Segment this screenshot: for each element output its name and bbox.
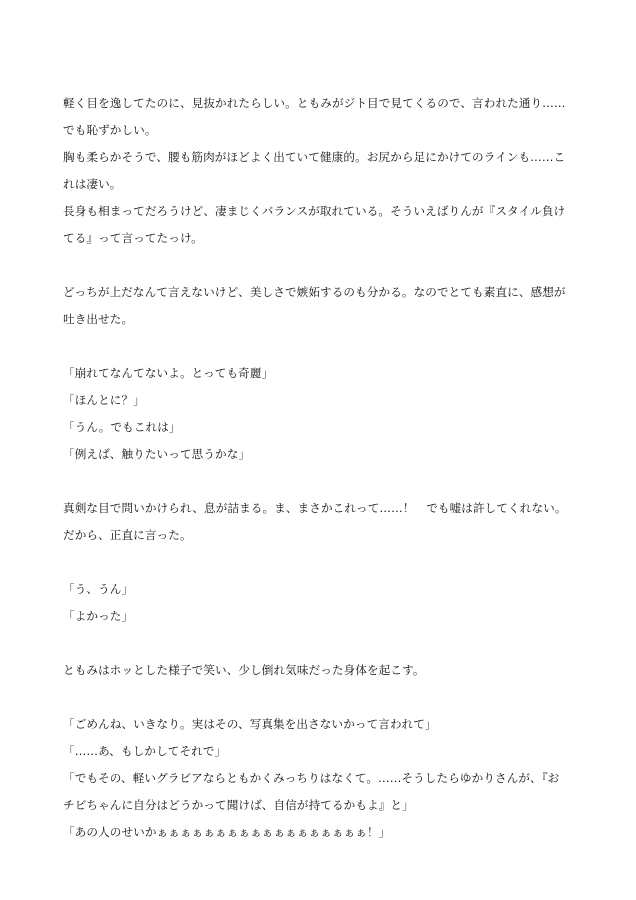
text-line: 長身も相まってだろうけど、凄まじくバランスが取れている。そういえばりんが『スタイル負け bbox=[63, 204, 566, 218]
dialogue-line: 「うん。でもこれは」 bbox=[63, 420, 181, 434]
text-line: どっちが上だなんて言えないけど、美しさで嫉妬するのも分かる。なのでとても素直に、感想が bbox=[63, 285, 566, 299]
text-line: 吐き出せた。 bbox=[63, 312, 134, 326]
dialogue-line: 「ほんとに？」 bbox=[63, 393, 145, 407]
paragraph-gap bbox=[63, 549, 583, 576]
text-line: ともみはホッとした様子で笑い、少し倒れ気味だった身体を起こす。 bbox=[63, 663, 425, 677]
text-line: 真剣な目で問いかけられ、息が詰まる。ま、まさかこれって……！ でも嘘は許してくれない。 bbox=[63, 501, 567, 515]
dialogue-line: 「う、うん」 bbox=[63, 582, 134, 596]
dialogue-line: 「ごめんね、いきなり。実はその、写真集を出さないかって言われて」 bbox=[63, 717, 437, 731]
text-line: 胸も柔らかそうで、腰も筋肉がほどよく出ていて健康的。お尻から足にかけてのラインも……こ bbox=[63, 150, 566, 164]
text-line: てる』って言ってたっけ。 bbox=[63, 231, 203, 245]
paragraph-gap bbox=[63, 252, 583, 279]
dialogue-line: 「崩れてなんてないよ。とっても奇麗」 bbox=[63, 366, 274, 380]
dialogue-line: 「例えば、触りたいって思うかな」 bbox=[63, 447, 251, 461]
dialogue-line: 「……あ、もしかしてそれで」 bbox=[63, 744, 227, 758]
paragraph-gap bbox=[63, 468, 583, 495]
paragraph-gap bbox=[63, 333, 583, 360]
paragraph-gap bbox=[63, 684, 583, 711]
text-line: れは凄い。 bbox=[63, 177, 122, 191]
dialogue-line: 「でもその、軽いグラビアならともかくみっちりはなくて。……そうしたらゆかりさんが、『お bbox=[63, 771, 560, 785]
text-line: だから、正直に言った。 bbox=[63, 528, 192, 542]
text-line: でも恥ずかしい。 bbox=[63, 123, 157, 137]
dialogue-line: チビちゃんに自分はどうかって聞けば、自信が持てるかもよ』と」 bbox=[63, 798, 414, 812]
dialogue-line: 「あの人のせいかぁぁぁぁぁぁぁぁぁぁぁぁぁぁぁぁぁぁ！」 bbox=[63, 825, 391, 839]
dialogue-line: 「よかった」 bbox=[63, 609, 134, 623]
body-text bbox=[63, 90, 583, 846]
paragraph-gap bbox=[63, 630, 583, 657]
text-line: 軽く目を逸してたのに、見抜かれたらしい。ともみがジト目で見てくるので、言われた通り…… bbox=[63, 96, 566, 110]
